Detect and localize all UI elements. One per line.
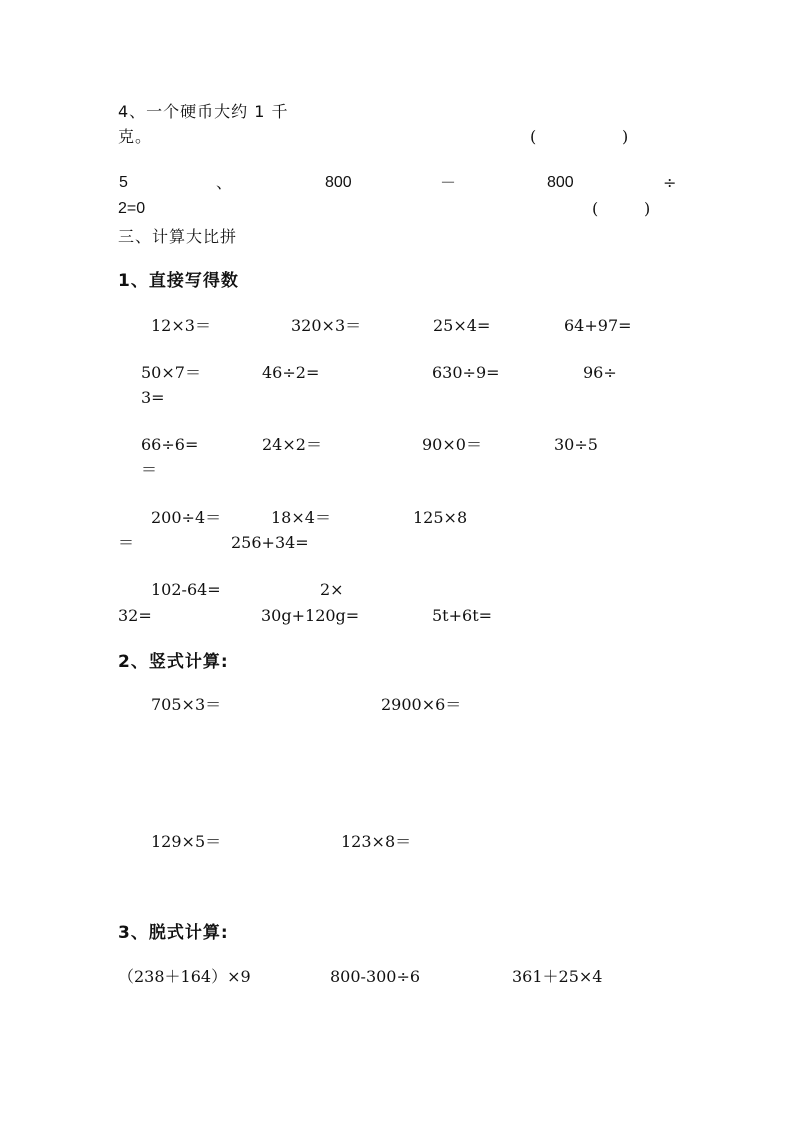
part-3-title: 3、脱式计算:	[118, 923, 229, 943]
question-4-answer-open: (	[530, 127, 537, 146]
oral-calc-item: 102-64=	[151, 580, 221, 599]
oral-calc-item: 25×4=	[433, 316, 491, 335]
question-5-comma: 、	[216, 173, 233, 192]
oral-calc-item: 3=	[141, 388, 165, 407]
question-4-line1: 4、一个硬币大约 1 千	[118, 102, 289, 121]
question-5-divide: ÷	[663, 173, 677, 192]
section-3-title: 三、计算大比拼	[118, 227, 238, 246]
oral-calc-item: 46÷2=	[262, 363, 320, 382]
stepwise-calc-item: （238＋164）×9	[118, 967, 251, 986]
question-5-line2: 2=0	[118, 200, 146, 217]
oral-calc-item: 30g+120g=	[261, 606, 360, 625]
question-5-answer-close: )	[644, 199, 651, 218]
question-4-answer-close: )	[622, 127, 629, 146]
oral-calc-item: 66÷6=	[141, 435, 199, 454]
oral-calc-item: 12×3＝	[151, 316, 211, 335]
vertical-calc-item: 705×3＝	[151, 695, 222, 714]
part-1-title: 1、直接写得数	[118, 271, 239, 291]
oral-calc-item: ＝	[118, 533, 135, 552]
part-2-title: 2、竖式计算:	[118, 652, 229, 672]
oral-calc-item: 256+34=	[231, 533, 309, 552]
question-5-minus: －	[440, 173, 457, 192]
oral-calc-item: 5t+6t=	[432, 606, 493, 625]
oral-calc-item: 50×7＝	[141, 363, 201, 382]
oral-calc-item: 630÷9=	[432, 363, 500, 382]
oral-calc-item: 64+97=	[564, 316, 632, 335]
oral-calc-item: 320×3＝	[291, 316, 362, 335]
oral-calc-item: 32=	[118, 606, 152, 625]
oral-calc-item: 18×4＝	[271, 508, 331, 527]
vertical-calc-item: 2900×6＝	[381, 695, 462, 714]
oral-calc-item: 90×0＝	[422, 435, 482, 454]
oral-calc-item: 96÷	[583, 363, 617, 382]
stepwise-calc-item: 361＋25×4	[512, 967, 603, 986]
oral-calc-item: 24×2＝	[262, 435, 322, 454]
question-5-term-1: 800	[325, 174, 352, 191]
oral-calc-item: 30÷5	[554, 435, 598, 454]
question-4-line2: 克。	[118, 127, 153, 146]
vertical-calc-item: 123×8＝	[341, 832, 412, 851]
oral-calc-item: 125×8	[413, 508, 468, 527]
oral-calc-item: 2×	[320, 580, 344, 599]
oral-calc-item: 200÷4＝	[151, 508, 222, 527]
question-5-number: 5	[119, 174, 128, 191]
question-5-answer-open: (	[592, 199, 599, 218]
oral-calc-item: ＝	[141, 460, 158, 479]
vertical-calc-item: 129×5＝	[151, 832, 222, 851]
question-5-term-2: 800	[547, 174, 574, 191]
stepwise-calc-item: 800-300÷6	[330, 967, 421, 986]
